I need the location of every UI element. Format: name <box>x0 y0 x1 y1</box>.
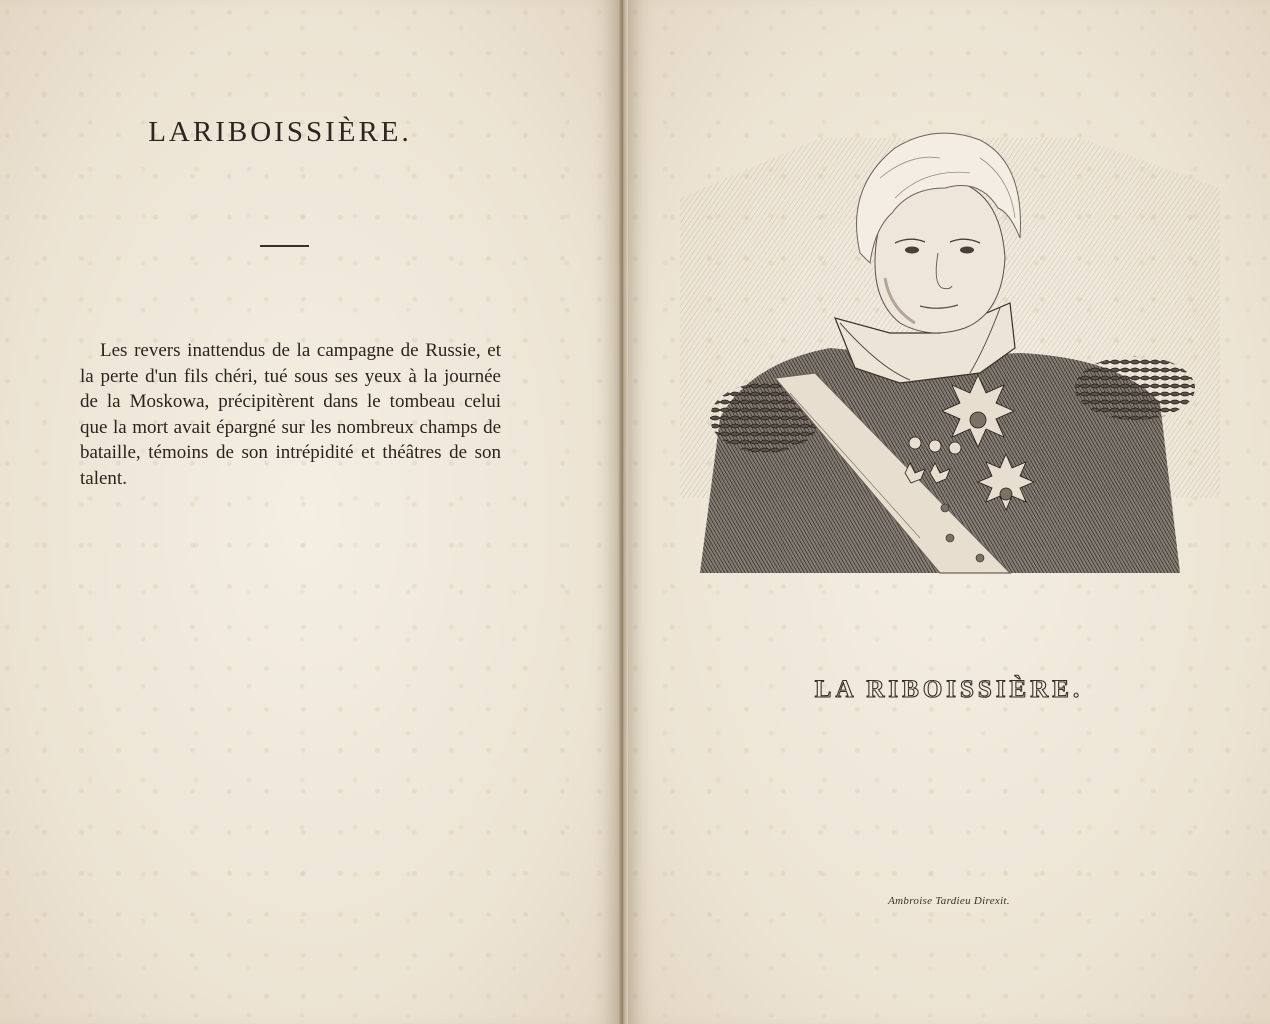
portrait-caption: LA RIBOISSIÈRE. <box>814 676 1084 703</box>
engraver-credit: Ambroise Tardieu Direxit. <box>888 895 1010 907</box>
book-gutter <box>618 0 628 1024</box>
left-page <box>0 0 618 1024</box>
page-title: LARIBOISSIÈRE. <box>148 116 412 148</box>
body-paragraph: Les revers inattendus de la campagne de Russie, et la perte d'un fils chéri, tué sous ses yeux à la journée de la Moskowa, précipitèrent dans le tombeau celui que la mort avait épargné sur les nombreux champs de bataille, témoins de son intrépidité et théâtres de son talent. <box>80 340 501 489</box>
right-page <box>628 0 1270 1024</box>
portrait-engraving <box>680 118 1220 578</box>
title-divider <box>260 245 309 247</box>
